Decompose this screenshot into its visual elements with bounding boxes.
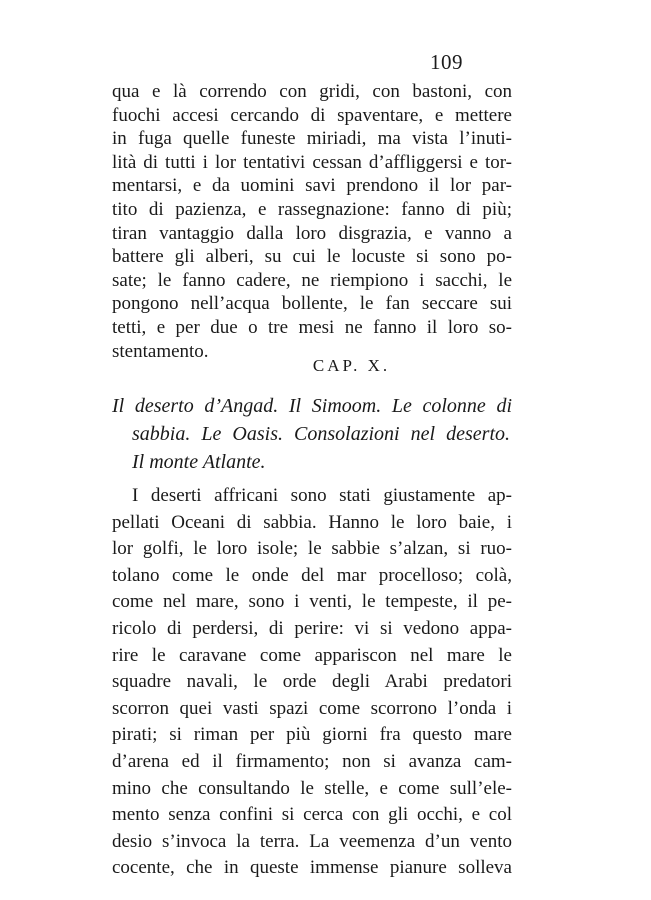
text-line: scorron quei vasti spazi come scorrono l’onda i <box>112 697 512 719</box>
text-line: tolano come le onde del mar procelloso; colà, <box>112 564 512 586</box>
text-line: d’arena ed il firmamento; non si avanza cam- <box>112 751 512 772</box>
text-line: tetti, e per due o tre mesi ne fanno il loro so- <box>112 317 512 338</box>
text-line: pongono nell’acqua bollente, le fan seccare sui <box>112 293 512 315</box>
chapter-heading: CAP. X. <box>312 356 391 375</box>
text-line: tito di pazienza, e rassegnazione: fanno di più; <box>112 199 512 220</box>
text-line: desio s’invoca la terra. La veemenza d’un vento <box>112 830 512 852</box>
text-line: mino che consultando le stelle, e come sull’ele- <box>112 777 512 799</box>
text-line: battere gli alberi, su cui le locuste si sono po- <box>112 246 512 268</box>
text-line: pellati Oceani di sabbia. Hanno le loro baie, i <box>112 511 512 533</box>
chapter-title-line: Il monte Atlante. <box>132 451 266 473</box>
chapter-title-line: Il deserto d’Angad. Il Simoom. Le colonne di <box>112 395 512 417</box>
text-line: qua e là correndo con gridi, con bastoni, con <box>112 81 512 102</box>
text-line: stentamento. <box>112 340 209 362</box>
text-line: lor golfi, le loro isole; le sabbie s’alzan, si ruo- <box>112 538 512 560</box>
chapter-title-line: sabbia. Le Oasis. Consolazioni nel deserto. <box>132 423 510 445</box>
page-number: 109 <box>430 50 463 74</box>
text-line: mentarsi, e da uomini savi prendono il lor par- <box>112 175 512 197</box>
text-line: I deserti affricani sono stati giustamente ap- <box>132 485 512 506</box>
text-line: ricolo di perdersi, di perire: vi si vedono appa- <box>112 618 512 639</box>
text-line: sate; le fanno cadere, ne riempiono i sacchi, le <box>112 269 512 291</box>
text-line: squadre navali, le orde degli Arabi predatori <box>112 671 512 693</box>
text-line: mento senza confini si cerca con gli occhi, e col <box>112 804 512 826</box>
text-line: pirati; si riman per più giorni fra questo mare <box>112 724 512 746</box>
text-line: tiran vantaggio dalla loro disgrazia, e vanno a <box>112 222 512 244</box>
text-line: rire le caravane come appariscon nel mare le <box>112 644 512 666</box>
text-line: lità di tutti i lor tentativi cessan d’affliggersi e tor- <box>112 151 512 173</box>
text-line: fuochi accesi cercando di spaventare, e mettere <box>112 104 512 126</box>
text-line: in fuga quelle funeste miriadi, ma vista l’inuti- <box>112 128 512 150</box>
text-line: cocente, che in queste immense pianure solleva <box>112 857 512 879</box>
text-line: come nel mare, sono i venti, le tempeste, il pe- <box>112 591 512 613</box>
